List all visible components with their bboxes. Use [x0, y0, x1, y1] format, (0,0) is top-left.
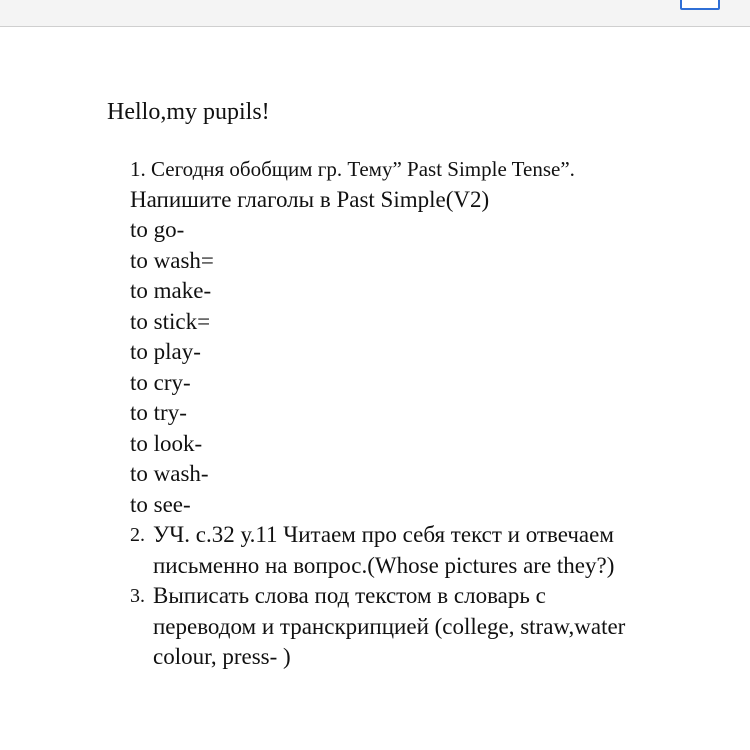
task-3-line-2: переводом и транскрипцией (college, straw,water	[153, 613, 626, 639]
task-2	[130, 520, 730, 551]
verb-item: to make-	[130, 278, 212, 303]
verb-item: to try-	[130, 400, 187, 425]
task-2-number: 2.	[130, 524, 145, 546]
verb-item: to wash=	[130, 247, 214, 273]
verb-item: to cry-	[130, 369, 191, 395]
task-2-line-1: УЧ. с.32 у.11 Читаем про себя текст и отвечаем	[153, 522, 614, 547]
verb-item: to look-	[130, 430, 203, 456]
verb-item: to go-	[130, 217, 185, 242]
verb-item: to stick=	[130, 308, 211, 334]
verb-item: to wash-	[130, 461, 209, 486]
task-3	[130, 581, 730, 612]
task-3-line-1: Выписать слова под текстом в словарь с	[153, 583, 546, 608]
verb-item: to play-	[130, 339, 201, 364]
task-1-text: Сегодня обобщим гр. Тему” Past Simple Tense”.	[151, 157, 575, 181]
task-3-number: 3.	[130, 585, 145, 607]
task-3-line-3: colour, press- )	[153, 644, 291, 669]
greeting-heading: Hello,my pupils!	[107, 99, 270, 125]
toolbar-button[interactable]	[680, 0, 720, 10]
task-2-line-2: письменно на вопрос.(Whose pictures are they?)	[153, 552, 615, 578]
task-1-instruction: Напишите глаголы в Past Simple(V2)	[130, 186, 490, 212]
task-list	[130, 154, 730, 673]
verb-item: to see-	[130, 491, 191, 517]
task-1-title	[130, 154, 730, 185]
task-1-number: 1.	[130, 157, 146, 181]
viewer-toolbar	[0, 0, 750, 27]
